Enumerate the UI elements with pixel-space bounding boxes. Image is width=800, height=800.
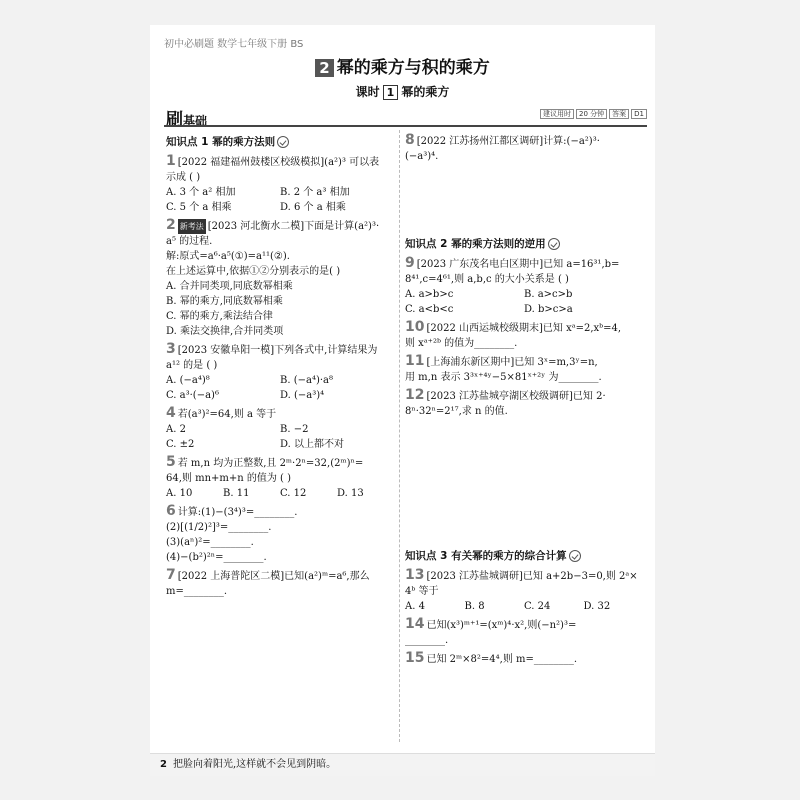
option-c: C. a³·(−a)⁶	[166, 390, 219, 401]
options	[166, 422, 394, 452]
option-b: B. 11	[223, 488, 250, 499]
lesson-number: 1	[383, 85, 399, 100]
lesson-title-text: 幂的乘方	[401, 85, 450, 99]
time-minutes: 20 分钟	[576, 109, 607, 119]
question-text: 计算:(1)−(3⁴)³=________.	[177, 507, 298, 518]
question-number: 10	[405, 319, 425, 335]
option-d: D. 6 个 a 相乘	[280, 202, 346, 213]
question-text: 示成 ( )	[166, 172, 201, 183]
option-a: A. 合并同类项,同底数幂相乘	[166, 281, 293, 292]
question-text: ________.	[405, 635, 449, 646]
question-number: 2	[166, 217, 176, 233]
section-title-text: 幂的乘方与积的乘方	[336, 58, 490, 78]
question-5	[166, 455, 394, 501]
question-number: 11	[405, 353, 425, 369]
running-header: 初中必刷题 数学七年级下册 BS	[164, 39, 304, 50]
option-c: C. 幂的乘方,乘法结合律	[166, 311, 273, 322]
question-text: [2023 江苏盐城亭湖区校级调研]已知 2·	[426, 391, 606, 402]
question-number: 15	[405, 650, 425, 666]
answer-space	[405, 167, 643, 235]
answer-page: D1	[631, 109, 647, 119]
question-text: (−a³)⁴.	[405, 151, 439, 162]
section-title	[150, 53, 655, 78]
question-text: 8⁴¹,c=4⁶¹,则 a,b,c 的大小关系是 ( )	[405, 274, 569, 285]
option-b: B. −2	[280, 424, 309, 435]
option-d: D. 13	[337, 488, 364, 499]
question-number: 9	[405, 255, 415, 271]
options	[166, 185, 394, 215]
options	[405, 287, 643, 317]
question-12	[405, 388, 643, 419]
question-6	[166, 504, 394, 565]
question-text: 若 m,n 均为正整数,且 2ᵐ·2ⁿ=32,(2ᵐ)ⁿ=	[177, 458, 364, 469]
question-number: 3	[166, 341, 176, 357]
question-text: [2023 河北衡水二模]下面是计算(a²)³·	[207, 221, 380, 232]
question-text: [2023 安徽阜阳一模]下列各式中,计算结果为	[177, 345, 378, 356]
question-number: 8	[405, 132, 415, 148]
option-a: A. 2	[166, 424, 186, 435]
option-c: C. ±2	[166, 439, 195, 450]
question-text: 64,则 mn+m+n 的值为 ( )	[166, 473, 292, 484]
question-11	[405, 354, 643, 385]
option-b: B. a>c>b	[524, 289, 573, 300]
option-c: C. a<b<c	[405, 304, 454, 315]
time-label: 建议用时	[540, 109, 574, 119]
shua-char: 刷	[166, 110, 183, 130]
right-column	[405, 133, 643, 670]
question-text: 若(a³)²=64,则 a 等于	[177, 409, 277, 420]
question-2	[166, 218, 394, 339]
time-info	[538, 109, 647, 119]
question-3	[166, 342, 394, 403]
question-text: 已知(x³)ᵐ⁺¹=(xᵐ)⁴·x²,则(−n²)³=	[426, 620, 577, 631]
question-4	[166, 406, 394, 452]
question-text: (2)[(1/2)²]³=________.	[166, 522, 272, 533]
check-circle-icon	[569, 550, 581, 562]
option-b: B. (−a⁴)·a⁸	[280, 375, 334, 386]
question-number: 4	[166, 405, 176, 421]
question-15	[405, 651, 643, 667]
lesson-prefix: 课时	[355, 85, 380, 99]
page-footer	[150, 753, 655, 776]
question-text: [上海浦东新区期中]已知 3ˣ=m,3ʸ=n,	[426, 357, 598, 368]
question-9	[405, 256, 643, 317]
question-text: [2022 上海普陀区二模]已知(a²)ᵐ=a⁶,那么	[177, 571, 370, 582]
check-circle-icon	[548, 238, 560, 250]
question-number: 5	[166, 454, 176, 470]
shua-text: 基础	[183, 114, 208, 128]
question-10	[405, 320, 643, 351]
option-b: B. 幂的乘方,同底数幂相乘	[166, 296, 283, 307]
option-c: C. 5 个 a 相乘	[166, 202, 232, 213]
footer-motto: 把脸向着阳光,这样就不会见到阴暗。	[172, 759, 337, 770]
question-text: 解:原式=a⁶·a⁵(①)=a¹¹(②).	[166, 251, 290, 262]
question-8	[405, 133, 643, 164]
option-d: D. b>c>a	[524, 304, 573, 315]
question-number: 14	[405, 616, 425, 632]
option-d: D. 以上都不对	[280, 439, 345, 450]
answer-space	[405, 422, 643, 547]
question-text: 在上述运算中,依据①②分别表示的是( )	[166, 266, 341, 277]
question-text: [2022 福建福州鼓楼区校级模拟](a²)³ 可以表	[177, 157, 380, 168]
knowledge-point-2: 知识点 2 幂的乘方法则的逆用	[405, 237, 643, 252]
answer-label: 答案	[609, 109, 629, 119]
new-method-tag: 新考法	[178, 219, 206, 234]
question-text: [2022 山西运城校级期末]已知 xᵃ=2,xᵇ=4,	[426, 323, 622, 334]
question-text: a⁵ 的过程.	[166, 236, 213, 247]
header-rule	[164, 125, 647, 127]
option-d: D. (−a³)⁴	[280, 390, 325, 401]
question-text: [2023 江苏盐城调研]已知 a+2b−3=0,则 2ᵃ×	[426, 571, 638, 582]
question-text: [2023 广东茂名电白区期中]已知 a=16³¹,b=	[416, 259, 620, 270]
question-number: 7	[166, 567, 176, 583]
left-column	[166, 133, 394, 602]
question-text: (4)−(b²)²ⁿ=________.	[166, 552, 267, 563]
lesson-title	[150, 83, 655, 100]
options	[405, 599, 643, 614]
question-text: m=________.	[166, 586, 228, 597]
question-number: 13	[405, 567, 425, 583]
section-number: 2	[315, 59, 333, 77]
option-a: A. 3 个 a² 相加	[166, 187, 236, 198]
question-text: 4ᵇ 等于	[405, 586, 439, 597]
question-text: 用 m,n 表示 3³ˣ⁺⁴ʸ−5×81ˣ⁺²ʸ 为________.	[405, 372, 602, 383]
column-divider	[399, 130, 400, 742]
option-b: B. 2 个 a³ 相加	[280, 187, 350, 198]
option-b: B. 8	[464, 601, 485, 612]
option-d: D. 乘法交换律,合并同类项	[166, 326, 284, 337]
option-c: C. 24	[524, 601, 551, 612]
check-circle-icon	[277, 136, 289, 148]
question-text: [2022 江苏扬州江都区调研]计算:(−a²)³·	[416, 136, 600, 147]
question-text: a¹² 的是 ( )	[166, 360, 218, 371]
question-7	[166, 568, 394, 599]
option-a: A. 10	[166, 488, 193, 499]
knowledge-point-1: 知识点 1 幂的乘方法则	[166, 135, 394, 150]
options	[166, 486, 394, 501]
question-14	[405, 617, 643, 648]
option-a: A. (−a⁴)⁸	[166, 375, 210, 386]
option-a: A. a>b>c	[405, 289, 454, 300]
question-number: 12	[405, 387, 425, 403]
question-text: 已知 2ᵐ×8²=4⁴,则 m=________.	[426, 654, 578, 665]
options	[166, 373, 394, 403]
question-1	[166, 154, 394, 215]
option-c: C. 12	[280, 488, 307, 499]
question-text: 8ⁿ·32ⁿ=2¹⁷,求 n 的值.	[405, 406, 508, 417]
workbook-page	[150, 25, 655, 775]
question-text: 则 xᵃ⁺²ᵇ 的值为________.	[405, 338, 518, 349]
knowledge-point-3: 知识点 3 有关幂的乘方的综合计算	[405, 549, 643, 564]
option-a: A. 4	[405, 601, 425, 612]
question-13	[405, 568, 643, 614]
question-text: (3)(aⁿ)²=________.	[166, 537, 254, 548]
question-number: 6	[166, 503, 176, 519]
option-d: D. 32	[583, 601, 611, 612]
page-number: 2	[160, 759, 167, 770]
question-number: 1	[166, 153, 176, 169]
